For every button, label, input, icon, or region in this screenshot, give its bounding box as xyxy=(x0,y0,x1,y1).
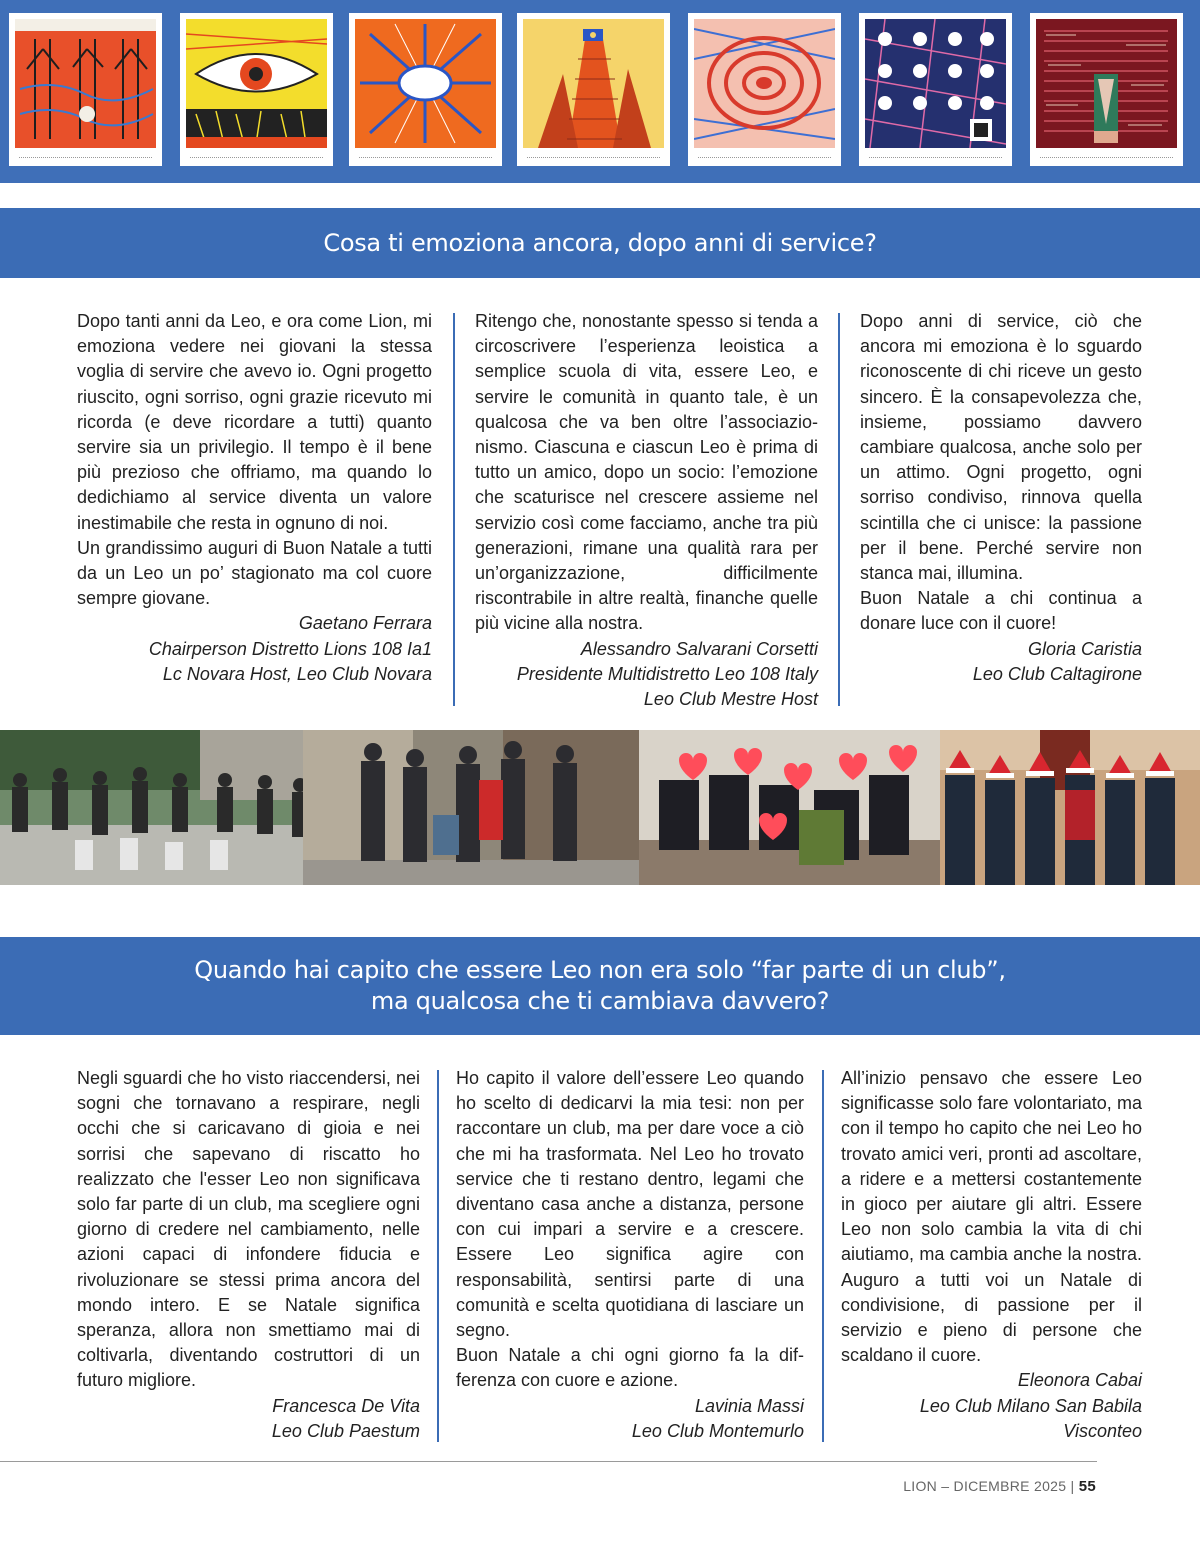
signature-role: Chairperson Distretto Lions 108 Ia1 xyxy=(148,638,432,659)
column-divider xyxy=(437,1070,439,1442)
page-number: 55 xyxy=(1078,1478,1096,1495)
paragraph: Dopo anni di service, ciò che ancora mi emoziona è lo sguardo riconoscente di chi riceve un gesto sincero. È la consapevolezza che, insieme, possiamo davvero cambiare qualcosa, anche solo per un attimo. Ogni progetto, ogni sorriso condiviso, rinnova quella scintilla che ci unisce: la passione per il bene. Perché servire non stanca mai, illumina. xyxy=(860,311,1142,584)
paragraph: Negli sguardi che ho visto riaccendersi, nei sogni che tornavano a respirare, negli occhi che si caricavano di gioia e nei sorrisi che sapevano di riscatto ho realizzato che l'esser Leo non significava solo far parte di un club, ma scegliere ogni giorno di credere nel cambiamento, nelle azioni capaci di infondere fiducia e rivoluzionare se stessi prima ancora del mondo intero. E se Natale significa speranza, allora non smettiamo mai di coltivarla, diventando costruttori di un futuro migliore. xyxy=(77,1068,420,1391)
paragraph: Ho capito il valore dell’essere Leo quando ho scelto di dedicarvi la mia tesi: non per raccontare un club, ma per dare voce a ciò che mi ha trasformata. Nel Leo ho trovato service che ti restano dentro, legami che diventano casa anche a distanza, persone con cui impari a servire e a crescere. Essere Leo significa agire con responsabilità, sentirsi parte di una comunità e scelta quotidiana di lasciare un segno. xyxy=(456,1068,804,1341)
signature-club: Leo Club Caltagirone xyxy=(972,663,1142,684)
section2-heading-banner xyxy=(0,937,1200,1035)
section1-heading: Cosa ti emoziona ancora, dopo anni di service? xyxy=(323,229,877,257)
artwork-text-panel xyxy=(1030,13,1183,166)
artwork-spiral xyxy=(688,13,841,166)
section2-heading-line-2: ma qualcosa che ti cambiava davvero? xyxy=(370,987,830,1015)
artwork-dots-grid xyxy=(859,13,1012,166)
section1-column-2 xyxy=(475,309,818,712)
section2-heading-line-1: Quando hai capito che essere Leo non era solo “far parte di un club”, xyxy=(194,956,1006,984)
photo-group-christmas-party xyxy=(639,730,940,885)
artworks-band xyxy=(0,0,1200,183)
photo-group-outdoor-fountain xyxy=(0,730,330,885)
signature-name: Gloria Caristia xyxy=(1027,638,1142,659)
signature-name: Francesca De Vita xyxy=(272,1395,420,1416)
section2-column-2 xyxy=(456,1066,804,1444)
footer-divider xyxy=(0,1461,1097,1462)
column-divider xyxy=(838,313,840,706)
photo-group-christmas-hats xyxy=(940,730,1200,885)
signature-name: Lavinia Massi xyxy=(694,1395,804,1416)
signature-name: Alessandro Salvarani Corsetti xyxy=(580,638,818,659)
signature-club: Leo Club Milano San Babila xyxy=(919,1395,1142,1416)
signature-club: Leo Club Mestre Host xyxy=(643,689,818,710)
paragraph: Un grandissimo auguri di Buon Natale a tutti da un Leo un po’ stagionato ma col cuore sempre giovane. xyxy=(77,537,432,609)
section2-column-1 xyxy=(77,1066,420,1444)
section2-column-3 xyxy=(841,1066,1142,1444)
paragraph: Buon Natale a chi continua a donare luce con il cuore! xyxy=(860,588,1142,634)
magazine-issue: LION – DICEMBRE 2025 | xyxy=(903,1478,1075,1494)
paragraph: Dopo tanti anni da Leo, e ora come Lion, mi emoziona vedere nei giovani la stessa voglia di servire che avevo io. Ogni progetto riuscito, ogni sorriso, ogni grazie ricevuto mi ricorda (e deve ricordare a tutti) quanto servire sia un privilegio. Il tempo è il bene più prezioso che offriamo, ma quando lo dedichiamo al service diventa un valore inestimabile che resta in ognuno di noi. xyxy=(77,311,432,533)
artwork-tower xyxy=(517,13,670,166)
column-divider xyxy=(453,313,455,706)
paragraph: Buon Natale a chi ogni giorno fa la differenza con cuore e azione. xyxy=(456,1345,804,1391)
section1-heading-banner xyxy=(0,208,1200,278)
photo-group-street xyxy=(303,730,639,885)
section1-column-3 xyxy=(860,309,1142,687)
section1-column-1 xyxy=(77,309,432,687)
signature-club: Leo Club Montemurlo xyxy=(631,1420,804,1441)
signature-club-line-2: Visconteo xyxy=(1063,1420,1142,1441)
signature-name: Gaetano Ferrara xyxy=(298,613,432,634)
artwork-sun-burst xyxy=(349,13,502,166)
paragraph: Ritengo che, nonostante spesso si tenda a circoscrivere l’esperienza leoistica a semplice scuola di vita, essere Leo, e servire le comunità in quanto tale, è un qualcosa che va ben oltre l’associazionismo. Ciascuna e ciascun Leo è prima di tutto un amico, dopo un socio: l’emozione che scaturisce nel crescere assieme nel servizio così come facciamo, anche tra più generazioni, rimane una qualità rara per un’organizzazione, difficilmente riscontrabile in altre realtà, finanche quelle più vicine alla nostra. xyxy=(475,311,818,634)
photo-strip xyxy=(0,730,1200,885)
artwork-eye xyxy=(180,13,333,166)
column-divider xyxy=(822,1070,824,1442)
signature-club: Leo Club Paestum xyxy=(271,1420,420,1441)
signature-role: Presidente Multidistretto Leo 108 Italy xyxy=(516,663,818,684)
signature-name: Eleonora Cabai xyxy=(1017,1370,1142,1391)
artwork-totem-figures xyxy=(9,13,162,166)
paragraph: All’inizio pensavo che essere Leo significasse solo fare volontariato, ma con il tempo ho capito che nei Leo ho trovato amici veri, pronti ad ascoltare, a ridere e a mettersi costantemente in gioco per aiutare gli altri. Essere Leo non solo cambia la vita di chi aiutiamo, ma cambia anche la nostra. Auguro a tutti voi un Natale di condivisione, di passione per il servizio e pieno di persone che scaldano il cuore. xyxy=(841,1068,1142,1366)
page-footer xyxy=(903,1478,1096,1495)
signature-club: Lc Novara Host, Leo Club Novara xyxy=(162,663,432,684)
